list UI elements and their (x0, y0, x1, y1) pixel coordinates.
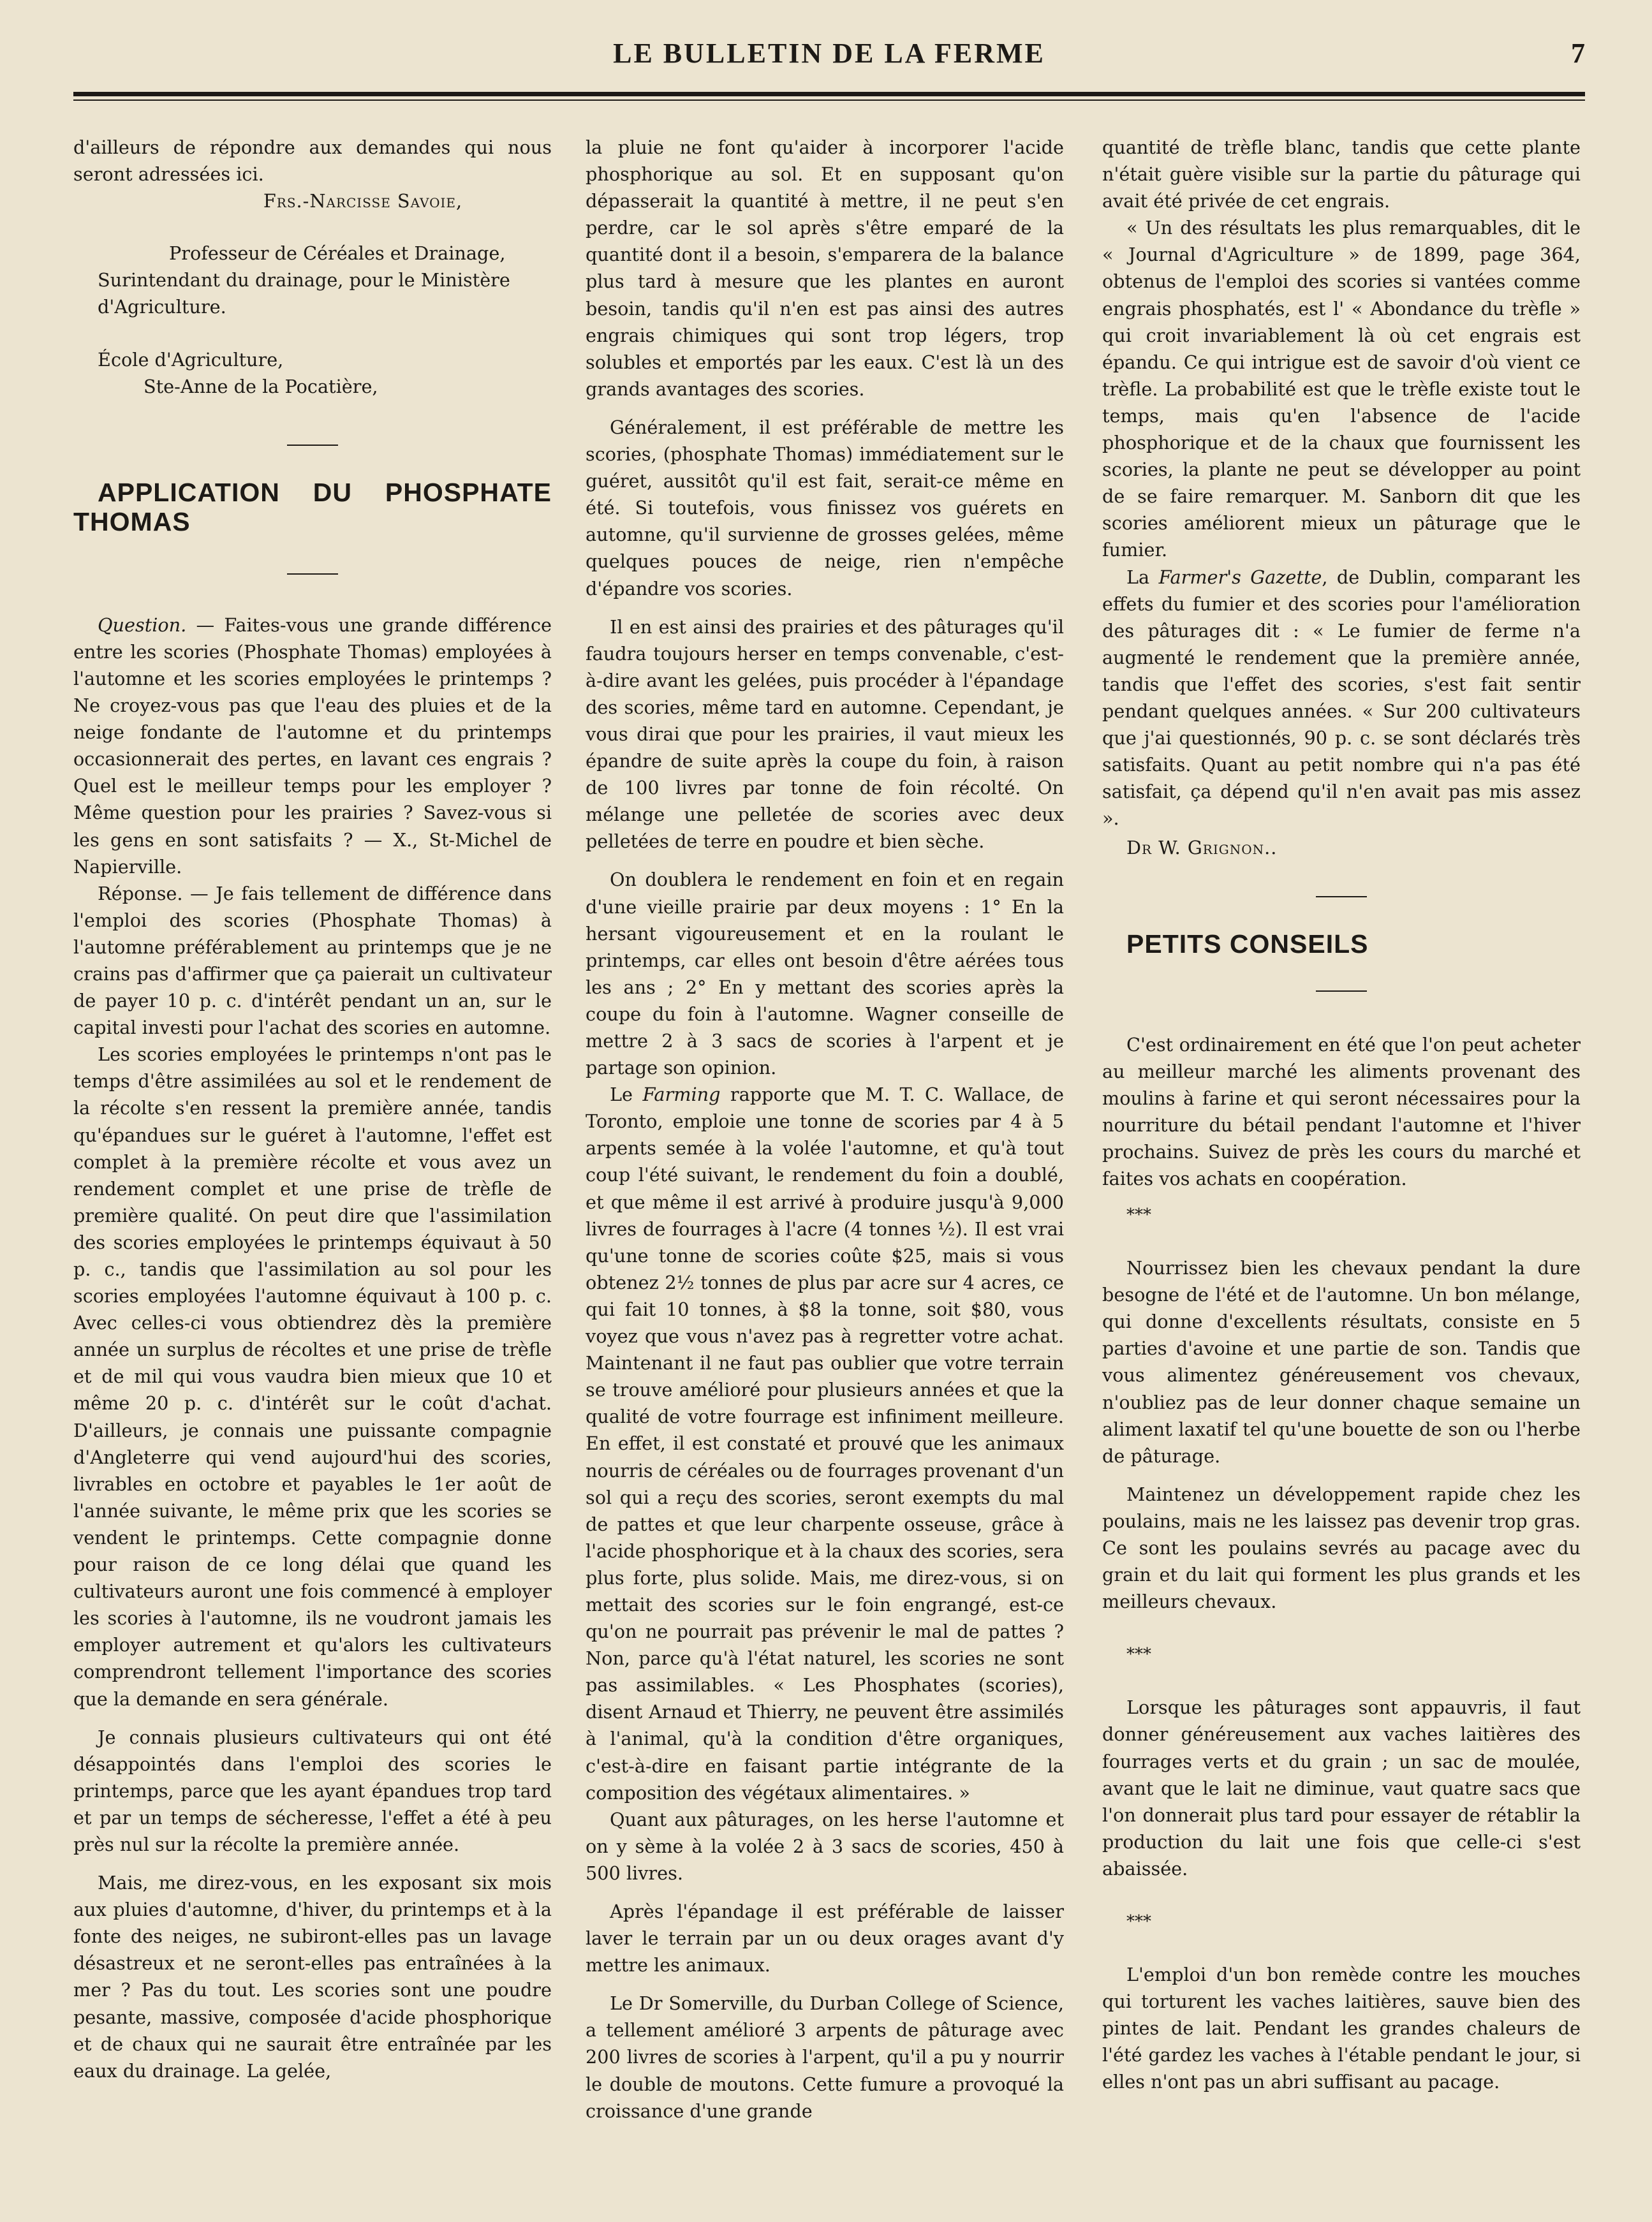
header-rule-thin (73, 99, 1585, 101)
paragraph: la pluie ne font qu'aider à incorporer l'acide phosphorique au sol. Et en supposant qu'on dépasserait la quantité à mettre, il ne peut s'en perdre, car le sol après s'être emparé de la quantité dont il a besoin, s'emparera de la balance plus tard à mesure que les plantes en auront besoin, tandis qu'il n'en est pas ainsi des autres engrais chimiques qui sont trop légers, trop solubles et emportés par les eaux. C'est là un des grands avantages des scories. (586, 136, 1064, 400)
address-block (73, 346, 552, 400)
address-line-1: École d'Agriculture, (98, 348, 284, 371)
page-header (73, 37, 1585, 82)
header-rule-thick (73, 92, 1585, 96)
asterism-separator: *** (1126, 1911, 1151, 1931)
paragraph: Je connais plusieurs cultivateurs qui ont été désappointés dans l'emploi des scories le printemps, parce que les ayant épandues trop tard et par un temps de sécheresse, l'effet a été à peu près nul sur la récolte la première année. (73, 1726, 552, 1855)
page-number: 7 (1571, 38, 1585, 69)
paragraph: L'emploi d'un bon remède contre les mouches qui torturent les vaches laitières, sauve bien des pintes de lait. Pendant les grandes chaleurs de l'été gardez les vaches à l'étable pendant le jour, si elles n'ont pas un abri suffisant au pacage. (1102, 1963, 1581, 2093)
column-3 (1102, 134, 1581, 2194)
paragraph: Il en est ainsi des prairies et des pâturages qu'il faudra toujours herser en temps convenable, c'est-à-dire avant les gelées, puis procéder à l'épandage des scories, même tard en automne. Cependant, je vous dirai que pour les prairies, il vaut mieux les épandre de suite après la coupe du foin, à raison de 100 livres par tonne de foin récolté. On mélange une pelletée de scories avec deux pelletées de terre en poudre et bien sèche. (586, 615, 1064, 853)
paragraph: « Un des résultats les plus remarquables, dit le « Journal d'Agriculture » de 1899, page 364, obtenus de l'emploi des scories si vantées comme engrais phosphatés, est l' « Abondance du trèfle » qui croit invariablement là où cet engrais est épandu. Ce qui intrigue est de savoir d'où vient ce trèfle. La probabilité est que le trèfle existe tout le temps, mais qu'en l'absence de l'acide phosphorique et de la chaux que fournissent les scories, la plante ne peut se développer au point de se faire remarquer. M. Sanborn dit que les scories améliorent mieux un pâturage que le fumier. (1102, 217, 1581, 561)
text-run: La (1126, 566, 1159, 588)
column-2 (586, 134, 1064, 2194)
question-paragraph (73, 612, 552, 880)
paragraph (586, 1081, 1064, 1806)
question-text: — Faites-vous une grande différence entre les scories (Phosphate Thomas) employées à l'automne et les scories employées le printemps ? Ne croyez-vous pas que l'eau des pluies et de la neige fondante de l'automne et du printemps occasionnerait des pertes, en lavant ces engrais ? Quel est le meilleur temps pour les employer ? Même question pour les prairies ? Savez-vous si les gens en sont satisfaits ? — X., St-Michel de Napierville. (73, 614, 552, 878)
paragraph: C'est ordinairement en été que l'on peut acheter au meilleur marché les aliments provenant des moulins à farine et qui seront nécessaires pour la nourriture du bétail pendant l'automne et l'hiver prochains. Suivez de près les cours du marché et faites vos achats en coopération. (1102, 1033, 1581, 1189)
question-label: Question. (98, 614, 187, 636)
paragraph: Mais, me direz-vous, en les exposant six mois aux pluies d'automne, d'hiver, du printemps et à la fonte des neiges, ne subiront-elles pas un lavage désastreux et ne seront-elles pas entraînées à la mer ? Pas du tout. Les scories sont une poudre pesante, massive, composée d'acide phosphorique et de chaux qui ne saurait être entraînée par les eaux du drainage. La gelée, (73, 1872, 552, 2082)
paragraph: Généralement, il est préférable de mettre les scories, (phosphate Thomas) immédiatement sur le guéret, aussitôt qu'il est fait, serait-ce même en été. Si toutefois, vous finissez vos guérets en automne, qu'il survienne de grosses gelées, même quelques pouces de neige, rien n'empêche d'épandre vos scories. (586, 416, 1064, 600)
signature-titles (73, 240, 552, 320)
intro-paragraph: d'ailleurs de répondre aux demandes qui nous seront adressées ici. (73, 136, 552, 186)
signature-title-2: Surintendant du drainage, pour le Ministère (98, 269, 510, 291)
section-title-petits-conseils: PETITS CONSEILS (1126, 929, 1369, 959)
paragraph: Le Dr Somerville, du Durban College of Science, a tellement amélioré 3 arpents de pâturage avec 200 livres de scories à l'arpent, qu'il a pu y nourrir le double de moutons. Cette fumure a provoqué la croissance d'une grande (586, 1992, 1064, 2122)
publication-farmers-gazette: Farmer's Gazette (1158, 566, 1322, 588)
paragraph: Quant aux pâturages, on les herse l'automne et on y sème à la volée 2 à 3 sacs de scories, 450 à 500 livres. (586, 1808, 1064, 1884)
journal-title: LE BULLETIN DE LA FERME (613, 38, 1045, 69)
paragraph: Après l'épandage il est préférable de laisser laver le terrain par un ou deux orages avant d'y mettre les animaux. (586, 1901, 1064, 1976)
paragraph: quantité de trèfle blanc, tandis que cette plante n'était guère visible sur la partie du pâturage qui avait été privée de cet engrais. (1102, 136, 1581, 212)
reponse-paragraph: Réponse. — Je fais tellement de différence dans l'emploi des scories (Phosphate Thomas) à l'automne préférablement au printemps que je ne crains pas d'affirmer que ça paierait un cultivateur de payer 10 p. c. d'intérêt pendant un an, sur le capital investi pour l'achat des scories en automne. (73, 882, 552, 1039)
section-title-phosphate: APPLICATION DU PHOSPHATE THOMAS (73, 477, 552, 536)
paragraph: Maintenez un développement rapide chez les poulains, mais ne les laissez pas devenir trop gras. Ce sont les poulains sevrés au pacage avec du grain et du lait qui forment les plus grands et les meilleurs chevaux. (1102, 1483, 1581, 1613)
signature-title-1: Professeur de Céréales et Drainage, (169, 242, 506, 265)
signature-title-3: d'Agriculture. (98, 296, 226, 318)
column-1 (73, 134, 552, 2194)
signature-savoie: Frs.-Narcisse Savoie, (263, 190, 463, 212)
paragraph: Nourrissez bien les chevaux pendant la dure besogne de l'été et de l'automne. Un bon mélange, qui donne d'excellents résultats, consiste en 5 parties d'avoine et une partie de son. Tandis que vous alimentez généreusement vos chevaux, n'oubliez pas de leur donner chaque semaine un aliment laxatif tel qu'une bouette de son ou l'herbe de pâturage. (1102, 1257, 1581, 1467)
text-run: Le (610, 1084, 643, 1106)
paragraph: Les scories employées le printemps n'ont pas le temps d'être assimilées au sol et le rendement de la récolte s'en ressent la première année, tandis qu'épandues sur le guéret à l'automne, l'effet est complet à la première récolte et vous avez un rendement complet et une prise de trèfle de première qualité. On peut dire que l'assimilation des scories employées le printemps équivaut à 50 p. c., tandis que l'assimilation au sol pour les scories employées l'automne équivaut à 100 p. c. Avec celles-ci vous obtiendrez dès la première année un surplus de récoltes et une prise de trèfle et de mil qui vous vaudra bien mieux que 10 et même 20 p. c. d'intérêt sur le coût d'achat. D'ailleurs, je connais une puissante compagnie d'Angleterre qui vend aujourd'hui des scories, livrables en octobre et payables le 1er août de l'année suivante, le même prix que les scories se vendent le printemps. Cette compagnie donne pour raison de ce long délai que quand les cultivateurs auront une fois commencé à employer les scories à l'automne, ils ne voudront jamais les employer autrement et qu'alors les cultivateurs comprendront tellement l'importance des scories que la demande en sera générale. (73, 1043, 552, 1710)
asterism-separator: *** (1126, 1205, 1151, 1225)
paragraph (1102, 564, 1581, 832)
paragraph: On doublera le rendement en foin et en regain d'une vieille prairie par deux moyens : 1° En la hersant vigoureusement et en la roulant le printemps, car elles ont besoin d'être aérées tous les ans ; 2° En y mettant des scories après la coupe du foin à l'automne. Wagner conseille de mettre 2 à 3 sacs de scories à l'arpent et je partage son opinion. (586, 869, 1064, 1079)
address-line-2: Ste-Anne de la Pocatière, (144, 375, 378, 397)
signature-grignon: Dr W. Grignon.. (1126, 837, 1278, 859)
publication-farming: Farming (642, 1084, 721, 1106)
paragraph: Lorsque les pâturages sont appauvris, il faut donner généreusement aux vaches laitières des fourrages verts et du grain ; un sac de moulée, avant que le lait ne diminue, vaut quatre sacs que l'on donnerait plus tard pour essayer de rétablir la production du lait une fois que celle-ci s'est abaissée. (1102, 1696, 1581, 1880)
asterism-separator: *** (1126, 1645, 1151, 1665)
text-run: , de Dublin, comparant les effets du fumier et des scories pour l'amélioration des pâturages dit : « Le fumier de ferme n'a augmenté le rendement que la première année, tandis que l'effet des scories, s'est fait sentir pendant quelques années. « Sur 200 cultivateurs que j'ai questionnés, 90 p. c. se sont déclarés très satisfaits. Quant au petit nombre qui n'a pas été satisfait, ça dépend qu'il n'en avait pas mis assez ». (1102, 566, 1581, 830)
text-run: rapporte que M. T. C. Wallace, de Toronto, emploie une tonne de scories par 4 à 5 arpents semée à la volée l'automne, et qu'à tout coup l'été suivant, le rendement du foin a doublé, et que même il est arrivé à produire jusqu'à 9,000 livres de fourrages à l'acre (4 tonnes ½). Il est vrai qu'une tonne de scories coûte $25, mais si vous obtenez 2½ tonnes de plus par acre sur 4 acres, ce qui fait 10 tonnes, à $8 la tonne, soit $80, vous voyez que vous n'avez pas à regretter votre achat. Maintenant il ne faut pas oublier que votre terrain se trouve amélioré pour plusieurs années et que la qualité de votre fourrage est infiniment meilleure. En effet, il est constaté et prouvé que les animaux nourris de céréales ou de fourrages provenant d'un sol qui a reçu des scories, seront exempts du mal de pattes et que leur charpente osseuse, grâce à l'acide phosphorique et à la chaux des scories, sera plus forte, plus solide. Mais, me direz-vous, si on mettait des scories sur le foin engrangé, est-ce qu'on ne pourrait pas prévenir le mal de pattes ? Non, parce qu'à l'état naturel, les scories ne sont pas assimilables. « Les Phosphates (scories), disent Arnaud et Thierry, ne peuvent être assimilés à l'animal, qu'à la condition d'être organiques, c'est-à-dire en faisant partie intégrante de la composition des végétaux alimentaires. » (586, 1084, 1064, 1804)
